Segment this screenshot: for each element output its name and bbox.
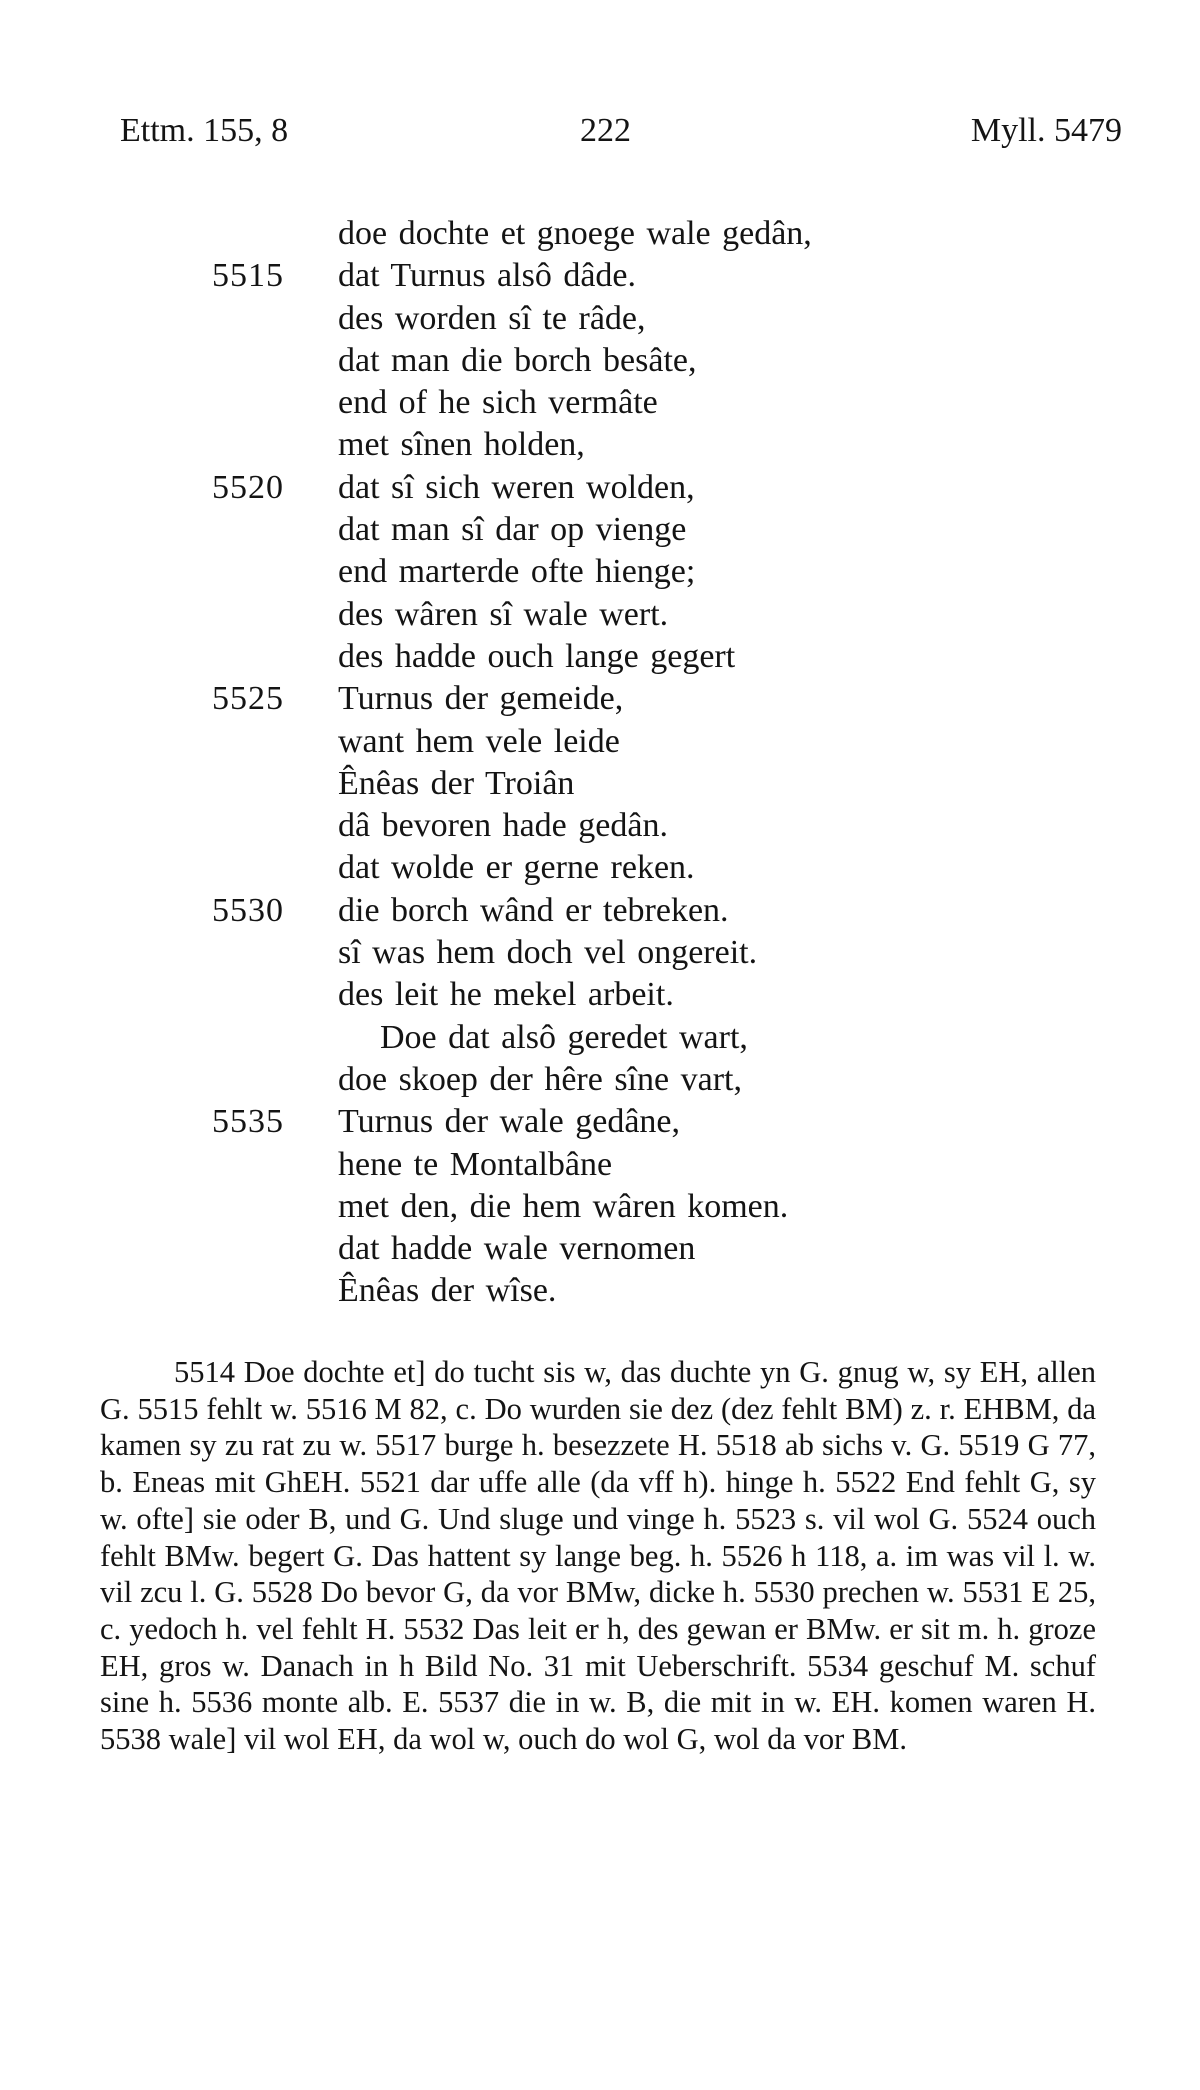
verse-text: met sînen holden,: [338, 426, 585, 464]
verse-text: Ênêas der wîse.: [338, 1272, 557, 1310]
verse-number: 5530: [212, 891, 284, 929]
page-number: 222: [580, 112, 631, 149]
verse-text: met den, die hem wâren komen.: [338, 1187, 789, 1225]
verse-text: hene te Montalbâne: [338, 1145, 613, 1183]
verse-line: [0, 551, 1200, 593]
verse-line: [0, 721, 1200, 763]
verse-text: doe skoep der hêre sîne vart,: [338, 1060, 742, 1098]
verse-line: [0, 1017, 1200, 1059]
critical-apparatus: 5514 Doe dochte et] do tucht sis w, das duchte yn G. gnug w, sy EH, allen G. 5515 fehlt w. 5516 M 82, c. Do wurden sie dez (dez fehlt BM) z. r. EHBM, da kamen sy zu rat zu w. 5517 burge h. besezzete H. 5518 ab sichs v. G. 5519 G 77, b. Eneas mit GhEH. 5521 dar uffe alle (da vff h). hinge h. 5522 End fehlt G, sy w. ofte] sie oder B, und G. Und sluge und vinge h. 5523 s. vil wol G. 5524 ouch fehlt BMw. begert G. Das hattent sy lange beg. h. 5526 h 118, a. im was vil l. w. vil zcu l. G. 5528 Do bevor G, da vor BMw, dicke h. 5530 prechen w. 5531 E 25, c. yedoch h. vel fehlt H. 5532 Das leit er h, des gewan er BMw. er sit m. h. groze EH, gros w. Danach in h Bild No. 31 mit Ueberschrift. 5534 geschuf M. schuf sine h. 5536 monte alb. E. 5537 die in w. B, die mit in w. EH. komen waren H. 5538 wale] vil wol EH, da wol w, ouch do wol G, wol da vor BM.: [100, 1355, 1096, 1757]
verse-number: 5535: [212, 1103, 284, 1141]
verse-line: [0, 340, 1200, 382]
verse-line: [0, 424, 1200, 466]
verse-line: [0, 255, 1200, 297]
verse-text: dat wolde er gerne reken.: [338, 849, 695, 887]
verse-line: [0, 1059, 1200, 1101]
verse-line: [0, 594, 1200, 636]
verse-text: end of he sich vermâte: [338, 384, 658, 422]
verse-text: dâ bevoren hade gedân.: [338, 807, 668, 845]
verse-line: [0, 890, 1200, 932]
verse-text: des leit he mekel arbeit.: [338, 976, 674, 1014]
verse-text: des worden sî te râde,: [338, 299, 646, 337]
verse-text: des hadde ouch lange gegert: [338, 637, 736, 675]
verse-line: [0, 805, 1200, 847]
verse-line: [0, 974, 1200, 1016]
verse-text: dat man sî dar op vienge: [338, 511, 687, 549]
verse-line: [0, 298, 1200, 340]
header-left-reference: Ettm. 155, 8: [120, 112, 289, 149]
verse-text: want hem vele leide: [338, 722, 620, 760]
verse-line: [0, 847, 1200, 889]
header-right-reference: Myll. 5479: [970, 112, 1122, 149]
verse-text: end marterde ofte hienge;: [338, 553, 696, 591]
verse-text: doe dochte et gnoege wale gedân,: [338, 215, 812, 252]
verse-line: [0, 636, 1200, 678]
verse-line: [0, 1270, 1200, 1312]
verse-text: dat sî sich weren wolden,: [338, 468, 695, 506]
verse-line: [0, 678, 1200, 720]
verse-text: Doe dat alsô geredet wart,: [380, 1018, 748, 1056]
verse-line: [0, 932, 1200, 974]
verse-line: [0, 213, 1200, 255]
verse-number: 5515: [212, 257, 284, 295]
verse-number: 5525: [212, 680, 284, 718]
verse-text: des wâren sî wale wert.: [338, 595, 669, 633]
verse-text: Turnus der wale gedâne,: [338, 1103, 680, 1141]
verse-line: [0, 382, 1200, 424]
running-header: [120, 112, 1122, 162]
verse-line: [0, 1144, 1200, 1186]
verse-text: die borch wând er tebreken.: [338, 891, 729, 929]
verse-line: [0, 1101, 1200, 1143]
verse-line: [0, 1228, 1200, 1270]
verse-text: dat man die borch besâte,: [338, 341, 697, 379]
verse-line: [0, 467, 1200, 509]
verse-text: Turnus der gemeide,: [338, 680, 624, 718]
verse-line: [0, 1186, 1200, 1228]
verse-text: Ênêas der Troiân: [338, 764, 575, 802]
verse-number: 5520: [212, 468, 284, 506]
verse-line: [0, 509, 1200, 551]
verse-text: sî was hem doch vel ongereit.: [338, 934, 758, 972]
verse-text: dat Turnus alsô dâde.: [338, 257, 636, 295]
verse-line: [0, 763, 1200, 805]
verse-text: dat hadde wale vernomen: [338, 1230, 696, 1268]
poem-text: [0, 213, 1200, 1313]
